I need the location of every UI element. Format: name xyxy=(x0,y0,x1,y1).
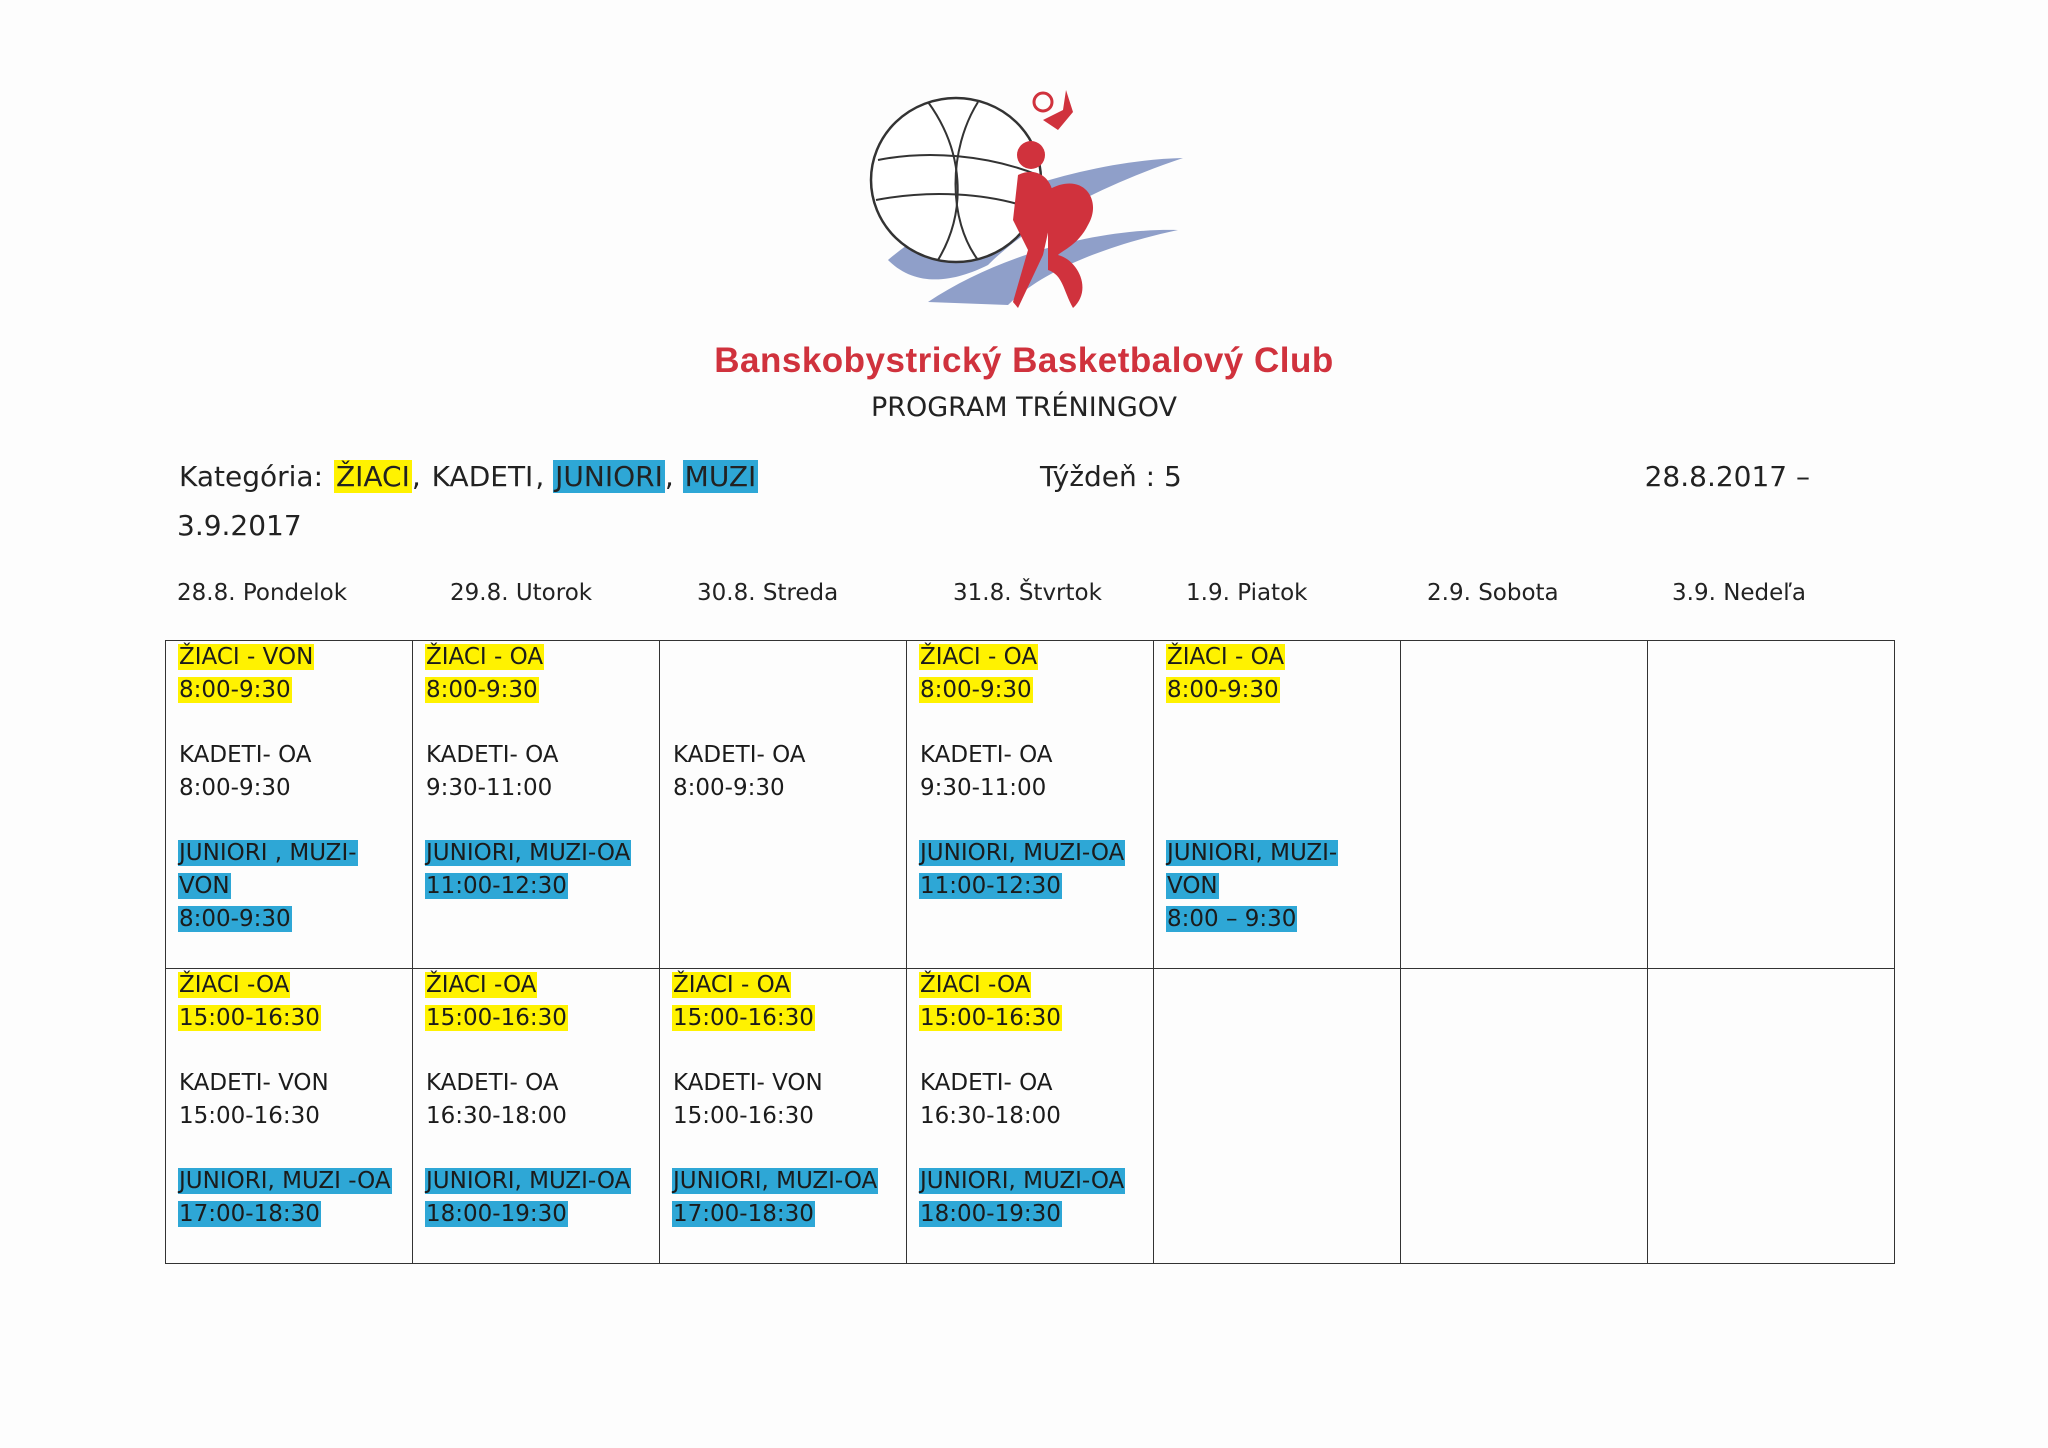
training-entry xyxy=(919,969,1143,1035)
cell xyxy=(907,969,1154,1264)
entry-line xyxy=(178,1100,402,1133)
entry-line xyxy=(1166,837,1390,870)
schedule-table xyxy=(165,640,1895,1264)
day-header-wednesday: 30.8. Streda xyxy=(697,580,839,606)
entry-text: 8:00-9:30 xyxy=(179,677,291,703)
training-entry xyxy=(672,1165,896,1231)
entry-line xyxy=(425,674,649,707)
entry-text: KADETI- OA xyxy=(426,1070,559,1096)
entry-line xyxy=(919,772,1143,805)
entry-text: 9:30-11:00 xyxy=(920,775,1047,801)
entry-line xyxy=(425,641,649,674)
entry-line xyxy=(919,870,1143,903)
week-number: Týždeň : 5 xyxy=(1040,460,1182,493)
entry-line xyxy=(672,1002,896,1035)
entry-text: 18:00-19:30 xyxy=(920,1201,1061,1227)
training-entry xyxy=(178,1067,402,1133)
training-entry xyxy=(919,1067,1143,1133)
entry-text: 11:00-12:30 xyxy=(426,873,567,899)
entry-line xyxy=(919,837,1143,870)
entry-text: VON xyxy=(179,873,230,899)
category-zaci: ŽIACI xyxy=(335,460,410,493)
cell xyxy=(166,969,413,1264)
training-entry xyxy=(425,1067,649,1133)
entry-line xyxy=(178,674,402,707)
entry-line xyxy=(1166,870,1390,903)
entry-line xyxy=(178,772,402,805)
entry-line xyxy=(672,641,896,674)
day-header-sunday: 3.9. Nedeľa xyxy=(1672,580,1807,606)
entry-text: ŽIACI - OA xyxy=(920,644,1038,670)
entry-line xyxy=(425,870,649,903)
entry-line xyxy=(919,674,1143,707)
training-entry xyxy=(1166,837,1390,936)
entry-text: JUNIORI, MUZI-OA xyxy=(920,840,1125,866)
entry-text: 11:00-12:30 xyxy=(920,873,1061,899)
club-logo xyxy=(868,80,1188,316)
category-label: Kategória: xyxy=(179,460,324,493)
entry-text: 8:00-9:30 xyxy=(179,775,291,801)
entry-line xyxy=(425,1198,649,1231)
training-entry xyxy=(178,837,402,936)
entry-line xyxy=(425,1002,649,1035)
cell xyxy=(1648,969,1895,1264)
entry-text xyxy=(1166,742,1175,768)
entry-line xyxy=(672,969,896,1002)
entry-text: JUNIORI, MUZI-OA xyxy=(920,1168,1125,1194)
day-header-thursday: 31.8. Štvrtok xyxy=(953,580,1102,606)
entry-line xyxy=(1166,772,1390,805)
entry-text: VON xyxy=(1167,873,1218,899)
entry-text: KADETI- OA xyxy=(673,742,806,768)
training-entry xyxy=(1166,641,1390,707)
entry-line xyxy=(919,969,1143,1002)
entry-line xyxy=(672,1165,896,1198)
entry-line xyxy=(672,1067,896,1100)
entry-line xyxy=(672,674,896,707)
entry-line xyxy=(178,1067,402,1100)
entry-text: 15:00-16:30 xyxy=(426,1005,567,1031)
entry-text: 8:00-9:30 xyxy=(673,775,785,801)
cell xyxy=(1154,969,1401,1264)
entry-line xyxy=(178,870,402,903)
entry-line xyxy=(919,1165,1143,1198)
entry-text: ŽIACI - OA xyxy=(1167,644,1285,670)
entry-text: ŽIACI - VON xyxy=(179,644,314,670)
entry-text: 8:00 – 9:30 xyxy=(1167,906,1297,932)
training-entry xyxy=(425,739,649,805)
training-entry xyxy=(672,641,896,707)
cell xyxy=(1401,969,1648,1264)
entry-text: JUNIORI, MUZI-OA xyxy=(426,1168,631,1194)
entry-text: JUNIORI, MUZI-OA xyxy=(426,840,631,866)
entry-line xyxy=(178,969,402,1002)
training-entry xyxy=(425,969,649,1035)
entry-text: 17:00-18:30 xyxy=(673,1201,814,1227)
entry-text: 17:00-18:30 xyxy=(179,1201,320,1227)
cell xyxy=(1401,641,1648,969)
entry-line xyxy=(178,1165,402,1198)
entry-line xyxy=(672,1198,896,1231)
training-entry xyxy=(672,739,896,805)
entry-text xyxy=(672,677,681,703)
entry-text: 15:00-16:30 xyxy=(179,1005,320,1031)
cell xyxy=(413,641,660,969)
entry-line xyxy=(178,1198,402,1231)
entry-text: 8:00-9:30 xyxy=(426,677,538,703)
entry-text: KADETI- OA xyxy=(920,742,1053,768)
day-header-friday: 1.9. Piatok xyxy=(1186,580,1308,606)
training-entry xyxy=(178,969,402,1035)
training-entry xyxy=(919,1165,1143,1231)
entry-text: ŽIACI - OA xyxy=(426,644,544,670)
entry-text: KADETI- OA xyxy=(179,742,312,768)
entry-text: JUNIORI, MUZI-OA xyxy=(673,1168,878,1194)
training-entry xyxy=(1166,739,1390,805)
entry-text: ŽIACI -OA xyxy=(179,972,290,998)
afternoon-row xyxy=(166,969,1895,1264)
entry-line xyxy=(1166,641,1390,674)
entry-text: KADETI- OA xyxy=(920,1070,1053,1096)
entry-text: JUNIORI , MUZI- xyxy=(179,840,357,866)
date-range-end: 3.9.2017 xyxy=(177,509,302,542)
entry-line xyxy=(178,903,402,936)
entry-line xyxy=(425,1100,649,1133)
entry-text: ŽIACI -OA xyxy=(920,972,1031,998)
date-range-start: 28.8.2017 – xyxy=(1644,460,1810,493)
entry-line xyxy=(919,1100,1143,1133)
day-header-tuesday: 29.8. Utorok xyxy=(450,580,593,606)
entry-line xyxy=(919,641,1143,674)
entry-text: 15:00-16:30 xyxy=(179,1103,320,1129)
morning-row xyxy=(166,641,1895,969)
training-entry xyxy=(919,837,1143,903)
entry-line xyxy=(425,1165,649,1198)
entry-line xyxy=(425,739,649,772)
entry-text: 15:00-16:30 xyxy=(673,1103,814,1129)
entry-line xyxy=(919,1067,1143,1100)
entry-text xyxy=(1166,775,1175,801)
cell xyxy=(1648,641,1895,969)
cell xyxy=(166,641,413,969)
training-entry xyxy=(425,641,649,707)
training-entry xyxy=(178,1165,402,1231)
entry-line xyxy=(1166,674,1390,707)
entry-line xyxy=(178,739,402,772)
entry-line xyxy=(425,969,649,1002)
entry-line xyxy=(672,1100,896,1133)
training-entry xyxy=(672,969,896,1035)
entry-text: ŽIACI - OA xyxy=(673,972,791,998)
training-entry xyxy=(672,1067,896,1133)
training-entry xyxy=(178,739,402,805)
entry-text: KADETI- OA xyxy=(426,742,559,768)
training-entry xyxy=(425,837,649,903)
entry-line xyxy=(178,837,402,870)
cell xyxy=(660,969,907,1264)
entry-text: JUNIORI, MUZI -OA xyxy=(179,1168,391,1194)
entry-text: 8:00-9:30 xyxy=(179,906,291,932)
category-juniori: JUNIORI xyxy=(555,460,663,493)
category-kadeti: KADETI xyxy=(431,460,534,493)
entry-text: KADETI- VON xyxy=(179,1070,329,1096)
entry-text: 8:00-9:30 xyxy=(920,677,1032,703)
training-entry xyxy=(425,1165,649,1231)
program-title: PROGRAM TRÉNINGOV xyxy=(870,392,1178,423)
entry-line xyxy=(178,1002,402,1035)
entry-line xyxy=(425,837,649,870)
entry-line xyxy=(672,772,896,805)
entry-line xyxy=(672,739,896,772)
entry-text: 8:00-9:30 xyxy=(1167,677,1279,703)
training-entry xyxy=(919,739,1143,805)
entry-line xyxy=(425,772,649,805)
entry-text: 15:00-16:30 xyxy=(673,1005,814,1031)
day-header-monday: 28.8. Pondelok xyxy=(177,580,348,606)
entry-text xyxy=(672,644,681,670)
cell xyxy=(660,641,907,969)
entry-line xyxy=(1166,903,1390,936)
training-entry xyxy=(178,641,402,707)
entry-text: 16:30-18:00 xyxy=(920,1103,1061,1129)
cell xyxy=(907,641,1154,969)
entry-line xyxy=(919,739,1143,772)
club-name: Banskobystrický Basketbalový Club xyxy=(714,341,1334,380)
cell xyxy=(1154,641,1401,969)
entry-text: 18:00-19:30 xyxy=(426,1201,567,1227)
entry-line xyxy=(1166,739,1390,772)
entry-line xyxy=(425,1067,649,1100)
entry-text: JUNIORI, MUZI- xyxy=(1167,840,1338,866)
training-entry xyxy=(919,641,1143,707)
day-header-saturday: 2.9. Sobota xyxy=(1427,580,1559,606)
entry-line xyxy=(178,641,402,674)
entry-text: 16:30-18:00 xyxy=(426,1103,567,1129)
category-muzi: MUZI xyxy=(684,460,757,493)
entry-line xyxy=(919,1002,1143,1035)
entry-text: 15:00-16:30 xyxy=(920,1005,1061,1031)
entry-text: 9:30-11:00 xyxy=(426,775,553,801)
entry-text: ŽIACI -OA xyxy=(426,972,537,998)
entry-line xyxy=(919,1198,1143,1231)
entry-text: KADETI- VON xyxy=(673,1070,823,1096)
category-line: Kategória: ŽIACI, KADETI, JUNIORI, MUZI xyxy=(179,460,757,493)
cell xyxy=(413,969,660,1264)
